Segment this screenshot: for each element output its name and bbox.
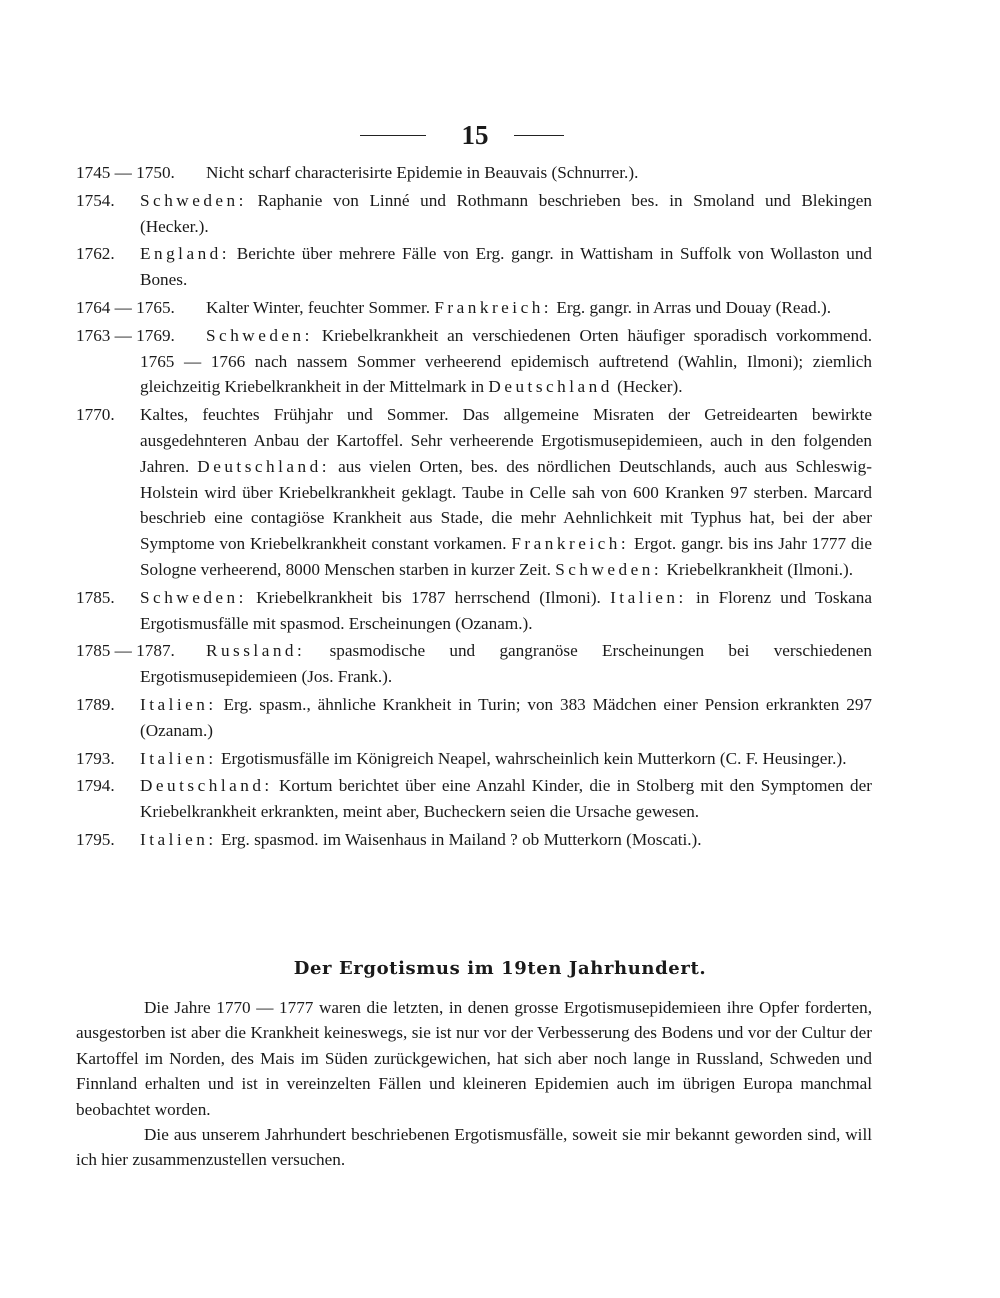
entry-year: 1764 — 1765. (76, 297, 175, 317)
entry-country: Italien: (140, 748, 217, 768)
entry-country: Frankreich: (511, 534, 630, 554)
entry-text: Berichte über mehrere Fälle von Erg. gangr. in Wattisham in Suffolk von Wollaston und Bones. (140, 244, 873, 290)
chronology-entry-1789 (76, 692, 872, 744)
entry-text: Erg. spasm., ähnliche Krankheit in Turin; von 383 Mädchen einer Pension erkrankten 297 (Ozanam.) (140, 694, 873, 740)
section-heading: Der Ergotismus im 19ten Jahrhundert. (293, 958, 707, 979)
entry-country: Schweden: (206, 325, 313, 345)
chronology-entry-1754 (76, 188, 872, 240)
entry-text: Raphanie von Linné und Rothmann beschrieben bes. in Smoland und Blekingen (Hecker.). (140, 190, 872, 236)
entry-country: Deutschland: (197, 456, 330, 476)
entry-text: spasmodische und gangranöse Erscheinungen bei verschiedenen Ergotismusepidemieen (Jos. Frank.). (140, 641, 873, 687)
chronology-entry-1785-1787 (76, 638, 872, 690)
body-paragraph: Die aus unserem Jahrhundert beschriebenen Ergotismusfälle, soweit sie mir bekannt geworden sind, will ich hier zusammenzustellen versuchen. (76, 1125, 872, 1170)
entry-text: Kaltes, feuchtes Frühjahr und Sommer. Das allgemeine Misraten der Getreidearten bewirkte ausgedehnteren Anbau der Kartoffel. Sehr verheerende Ergotismusepidemieen, auch in den folgenden Jahren. (140, 405, 872, 476)
entry-year: 1785. (76, 587, 115, 607)
chronology-list (76, 160, 872, 855)
chronology-entry-1764 (76, 295, 872, 321)
entry-year: 1754. (76, 190, 115, 210)
chronology-entry-1785 (76, 585, 872, 637)
entry-year: 1789. (76, 694, 115, 714)
entry-country: Frankreich: (434, 297, 553, 317)
entry-country: Schweden: (140, 190, 247, 210)
entry-country: Schweden: (140, 587, 247, 607)
chronology-entry-1795 (76, 827, 872, 853)
header-rule-right (514, 135, 564, 136)
entry-text: Kriebelkrankheit (Ilmoni.). (666, 559, 854, 579)
entry-year: 1785 — 1787. (76, 641, 175, 661)
entry-year: 1762. (76, 244, 115, 264)
header-rule-left (360, 135, 426, 136)
entry-year: 1794. (76, 776, 115, 796)
entry-country: Deutschland: (140, 776, 273, 796)
entry-country: Deutschland (488, 377, 613, 397)
entry-text: Erg. gangr. in Arras und Douay (Read.). (556, 297, 832, 317)
entry-text: in Florenz und Toskana Ergotismusfälle mit spasmod. Erscheinungen (Ozanam.). (140, 587, 872, 633)
entry-country: Italien: (140, 694, 217, 714)
entry-text: Kortum berichtet über eine Anzahl Kinder, die in Stolberg mit den Symptomen der Kriebelkrankheit erkrankten, meint aber, Bucheckern seien die Ursache gewesen. (140, 776, 872, 822)
entry-text: Nicht scharf characterisirte Epidemie in Beauvais (Schnurrer.). (206, 163, 639, 182)
entry-year: 1745 — 1750. (76, 163, 175, 182)
entry-country: Italien: (610, 587, 687, 607)
entry-year: 1763 — 1769. (76, 325, 175, 345)
chronology-entry-1745 (76, 160, 872, 186)
body-paragraph: Die Jahre 1770 — 1777 waren die letzten, in denen grosse Ergotismusepidemieen ihre Opfer forderten, ausgestorben ist aber die Krankheit keineswegs, sie ist nur vor der Verbesserung des Bodens und vor der Cultur der Kartoffel im Norden, des Mais im Süden zurückgewichen, hat sich aber noch lange in Russland, Schweden und Finnland erhalten und ist in vereinzelten Fällen und kleineren Epidemien auch im übrigen Europa manchmal beobachtet worden. (76, 998, 872, 1119)
entry-country: England: (140, 244, 231, 264)
entry-year: 1793. (76, 748, 115, 768)
entry-text: Ergotismusfälle im Königreich Neapel, wahrscheinlich kein Mutterkorn (C. F. Heusinger.). (220, 748, 847, 768)
chronology-entry-1763 (76, 323, 872, 400)
section-body (76, 995, 872, 1173)
chronology-entry-1794 (76, 773, 872, 825)
chronology-entry-1793 (76, 746, 872, 772)
entry-text: aus vielen Orten, bes. des nördlichen Deutschlands, auch aus Schleswig-Holstein wird über Kriebelkrankheit geklagt. Taube in Celle sah von 600 Kranken 97 sterben. Marcard beschrieb eine contagiöse Krankheit aus Stade, die mehr Aehnlichkeit mit Typhus hat, bei der aber Symptome von Kriebelkrankheit constant vorkamen. (140, 456, 872, 554)
entry-country: Schweden: (555, 559, 663, 579)
chronology-entry-1762 (76, 241, 872, 293)
entry-text: Kriebelkrankheit an verschiedenen Orten häufiger sporadisch vorkommend. 1765 — 1766 nach nassem Sommer verheerend epidemisch auftretend (Wahlin, Ilmoni); ziemlich gleichzeitig Kriebelkrankheit in der Mittelmark in (140, 325, 873, 397)
entry-text: Kalter Winter, feuchter Sommer. (206, 297, 431, 317)
entry-year: 1795. (76, 829, 115, 849)
entry-text: Ergot. gangr. bis ins Jahr 1777 die Sologne verheerend, 8000 Menschen starben in kurzer Zeit. (140, 534, 872, 579)
page-number: 15 (461, 120, 489, 150)
entry-text: (Hecker). (617, 377, 683, 397)
chronology-entry-1770 (76, 402, 872, 583)
entry-country: Russland: (206, 641, 306, 661)
page-header (0, 118, 1000, 158)
entry-year: 1770. (76, 405, 115, 425)
entry-text: Kriebelkrankheit bis 1787 herrschend (Ilmoni). (256, 587, 601, 607)
entry-country: Italien: (140, 829, 217, 849)
entry-text: Erg. spasmod. im Waisenhaus in Mailand ? ob Mutterkorn (Moscati.). (220, 829, 702, 849)
